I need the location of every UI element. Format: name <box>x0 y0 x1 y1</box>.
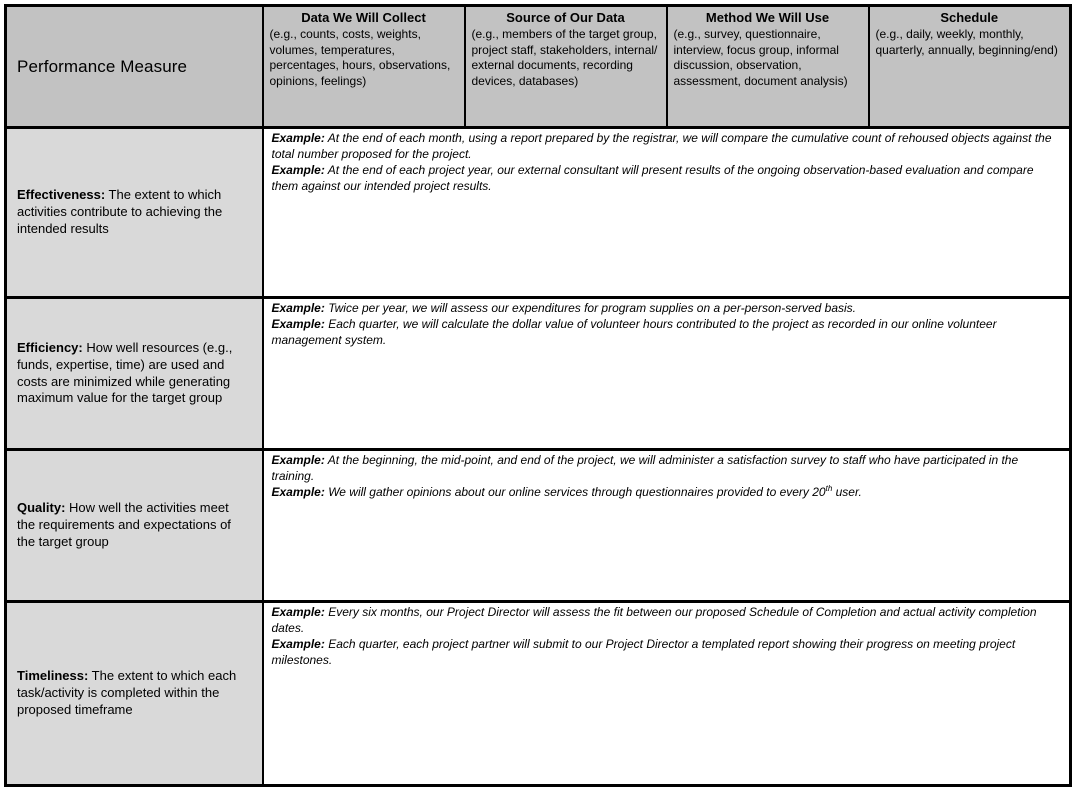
examples-cell-quality <box>263 450 1071 602</box>
example-label: Example: <box>271 453 325 467</box>
example-label: Example: <box>271 316 325 331</box>
column-subtitle: (e.g., daily, weekly, monthly, quarterly, annually, beginning/end) <box>875 27 1058 57</box>
example-label: Example: <box>271 605 325 619</box>
measure-term: Effectiveness: <box>17 187 106 203</box>
example-item <box>272 485 1062 501</box>
example-label: Example: <box>271 162 325 177</box>
example-label: Example: <box>271 484 325 499</box>
example-item <box>272 163 1062 195</box>
example-text-after: user. <box>832 484 862 499</box>
example-text: At the end of each project year, our external consultant will present results of the ongoing observation-based evaluation and compare them against our intended project results. <box>271 162 1034 193</box>
examples-cell-efficiency <box>263 298 1071 450</box>
example-text: Twice per year, we will assess our expenditures for program supplies on a per-person-served basis. <box>324 301 856 315</box>
column-subtitle: (e.g., members of the target group, project staff, stakeholders, internal/ external documents, recording devices, databases) <box>471 27 658 89</box>
measure-description: The extent to which activities contribute to achieving the intended results <box>17 187 223 236</box>
example-text: Each quarter, each project partner will submit to our Project Director a templated report showing their progress on meeting project milestones. <box>271 636 1016 667</box>
example-label: Example: <box>271 636 325 651</box>
column-title: Source of Our Data <box>506 10 625 25</box>
performance-measure-label: Performance Measure <box>17 56 188 76</box>
measure-term: Timeliness: <box>17 668 89 684</box>
measure-label-cell-efficiency <box>6 298 263 450</box>
example-text: At the beginning, the mid-point, and end of the project, we will administer a satisfaction survey to staff who have participated in the training. <box>271 453 1019 483</box>
measure-label-cell-quality <box>6 450 263 602</box>
measure-description: How well the activities meet the requirements and expectations of the target group <box>17 500 231 549</box>
example-item <box>272 605 1062 637</box>
column-title: Schedule <box>940 10 999 25</box>
example-item <box>272 131 1062 163</box>
row-timeliness <box>6 602 1071 786</box>
column-subtitle: (e.g., survey, questionnaire, interview, focus group, informal discussion, observation, assessment, document analysis) <box>673 27 848 89</box>
measure-term: Efficiency: <box>17 339 83 355</box>
column-title: Data We Will Collect <box>301 10 426 25</box>
example-item <box>272 317 1062 349</box>
performance-measure-table <box>4 4 1072 787</box>
examples-cell-effectiveness <box>263 128 1071 298</box>
column-title: Method We Will Use <box>705 10 830 25</box>
header-cell-schedule <box>869 6 1071 128</box>
row-efficiency <box>6 298 1071 450</box>
header-cell-source-of-our-data <box>465 6 667 128</box>
example-item <box>272 453 1062 485</box>
example-text: Each quarter, we will calculate the dollar value of volunteer hours contributed to the project as recorded in our online volunteer management system. <box>271 316 997 347</box>
measure-description: How well resources (e.g., funds, expertise, time) are used and costs are minimized while generating maximum value for the target group <box>17 339 233 406</box>
example-label: Example: <box>271 301 325 315</box>
examples-cell-timeliness <box>263 602 1071 786</box>
row-effectiveness <box>6 128 1071 298</box>
superscript-ordinal: th <box>825 483 833 493</box>
row-quality <box>6 450 1071 602</box>
example-item <box>272 637 1062 669</box>
header-cell-method-we-will-use <box>667 6 869 128</box>
example-text: We will gather opinions about our online services through questionnaires provided to every 20 <box>324 484 826 499</box>
measure-label-cell-effectiveness <box>6 128 263 298</box>
example-text: At the end of each month, using a report prepared by the registrar, we will compare the cumulative count of rehoused objects against the total number proposed for the project. <box>271 131 1052 161</box>
column-subtitle: (e.g., counts, costs, weights, volumes, temperatures, percentages, hours, observations, opinions, feelings) <box>269 27 451 89</box>
example-text: Every six months, our Project Director will assess the fit between our proposed Schedule of Completion and actual activity completion dates. <box>271 605 1037 635</box>
measure-term: Quality: <box>17 500 66 516</box>
example-label: Example: <box>271 131 325 145</box>
performance-measure-header-cell <box>6 6 263 128</box>
header-cell-data-we-will-collect <box>263 6 465 128</box>
measure-description: The extent to which each task/activity is completed within the proposed timeframe <box>17 668 237 717</box>
measure-label-cell-timeliness <box>6 602 263 786</box>
example-item <box>272 301 1062 317</box>
header-row <box>6 6 1071 128</box>
